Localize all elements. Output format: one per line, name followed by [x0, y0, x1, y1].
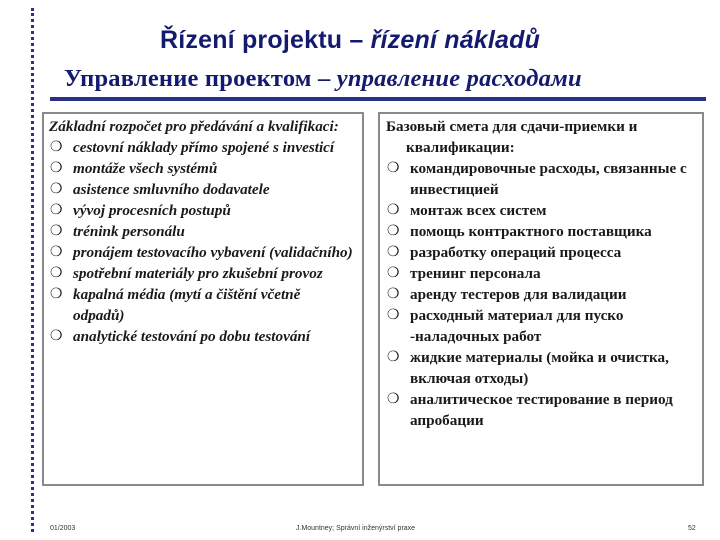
bullet-icon: ❍	[387, 202, 400, 218]
left-heading: Základní rozpočet pro předávání a kvalifikaci:	[49, 118, 339, 135]
list-item-text: trénink personálu	[73, 223, 185, 240]
list-item-text: тренинг персонала	[410, 265, 541, 282]
list-item	[49, 221, 355, 242]
list-item	[386, 284, 702, 305]
right-heading: Базовый смета для сдачи-приемки и квалификации:	[386, 118, 638, 156]
list-item-text: монтаж всех систем	[410, 202, 547, 219]
list-item	[386, 158, 702, 200]
list-item-text: montáže všech systémů	[73, 160, 218, 177]
bullet-icon: ❍	[387, 244, 400, 260]
list-item	[386, 263, 702, 284]
title-czech-italic: řízení nákladů	[370, 26, 541, 54]
bullet-icon: ❍	[50, 139, 63, 155]
list-item	[386, 347, 702, 389]
bullet-icon: ❍	[50, 181, 63, 197]
list-item-text: cestovní náklady přímo spojené s investicí	[73, 139, 335, 156]
list-item-text: analytické testování po dobu testování	[73, 328, 311, 345]
list-item-text: командировочные расходы, связанные с инвестицией	[410, 160, 687, 198]
list-item-text: разработку операций процесса	[410, 244, 622, 261]
list-item	[386, 305, 702, 347]
list-item	[49, 158, 355, 179]
title-underline	[50, 97, 706, 101]
left-panel	[49, 116, 355, 347]
list-item	[49, 242, 355, 263]
list-item-text: vývoj procesních postupů	[73, 202, 231, 219]
bullet-icon: ❍	[50, 202, 63, 218]
list-item	[386, 242, 702, 263]
bullet-icon: ❍	[50, 223, 63, 239]
footer-page-number: 52	[688, 525, 696, 532]
bullet-icon: ❍	[387, 349, 400, 365]
list-item-text: аналитическое тестирование в период апробации	[410, 391, 673, 429]
bullet-icon: ❍	[50, 160, 63, 176]
bullet-icon: ❍	[387, 223, 400, 239]
list-item	[49, 200, 355, 221]
title-russian-italic: управление расходами	[336, 65, 582, 92]
title-russian-plain: Управление проектом –	[64, 65, 337, 92]
list-item-text: kapalná média (mytí a čištění včetně odpadů)	[73, 286, 301, 324]
list-item	[386, 221, 702, 242]
list-item	[49, 179, 355, 200]
title-russian	[64, 65, 582, 93]
list-item-text: аренду тестеров для валидации	[410, 286, 627, 303]
bullet-icon: ❍	[387, 286, 400, 302]
list-item	[49, 137, 355, 158]
bullet-icon: ❍	[50, 244, 63, 260]
list-item-text: asistence smluvního dodavatele	[73, 181, 270, 198]
list-item-text: spotřební materiály pro zkušební provoz	[73, 265, 323, 282]
footer-author: J.Mountney; Správní inženýrství praxe	[296, 525, 416, 532]
list-item	[386, 389, 702, 431]
bullet-icon: ❍	[387, 307, 400, 323]
list-item	[49, 263, 355, 284]
list-item-text: pronájem testovacího vybavení (validačního)	[73, 244, 353, 261]
list-item-text: помощь контрактного поставщика	[410, 223, 652, 240]
title-czech	[160, 26, 540, 55]
list-item-text: расходный материал для пуско -наладочных работ	[410, 307, 624, 345]
bullet-icon: ❍	[387, 160, 400, 176]
decorative-dotted-line	[31, 8, 34, 532]
list-item	[49, 284, 355, 326]
footer-date: 01/2003	[50, 525, 76, 532]
list-item	[49, 326, 355, 347]
bullet-icon: ❍	[50, 328, 63, 344]
title-czech-plain: Řízení projektu –	[160, 26, 371, 54]
bullet-icon: ❍	[50, 265, 63, 281]
bullet-icon: ❍	[387, 265, 400, 281]
right-panel	[386, 116, 702, 431]
list-item	[386, 200, 702, 221]
bullet-icon: ❍	[387, 391, 400, 407]
bullet-icon: ❍	[50, 286, 63, 302]
list-item-text: жидкие материалы (мойка и очистка, включая отходы)	[410, 349, 669, 387]
